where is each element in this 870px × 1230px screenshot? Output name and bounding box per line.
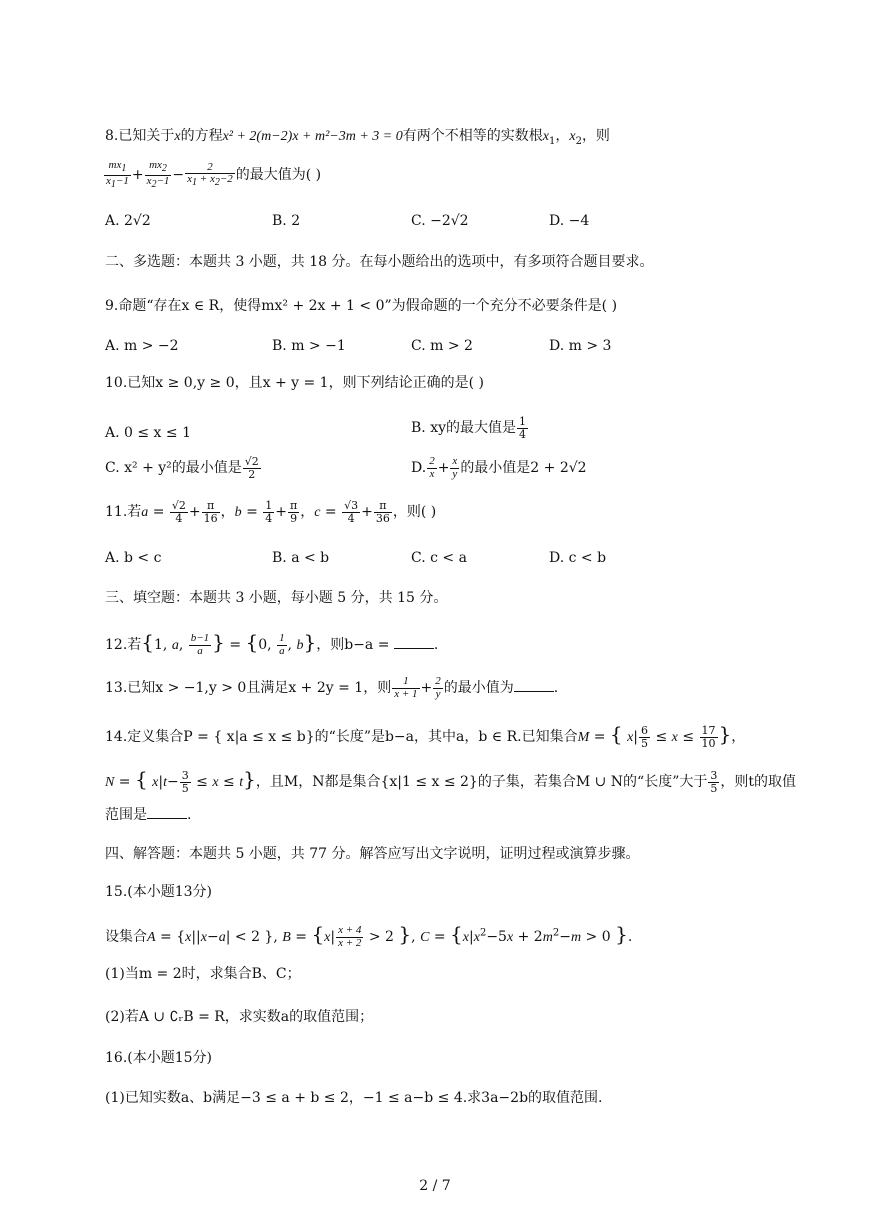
- q8-option-c: C. −2√2: [411, 213, 469, 229]
- q12-answer-blank[interactable]: [394, 636, 434, 649]
- q10-option-b: B. xy的最大值是 $\frac{1}{4}$: [411, 415, 526, 441]
- q15-header: 15.(本小题13分): [105, 884, 213, 900]
- q8-option-d: D. −4: [549, 213, 590, 229]
- q10-option-c: C. x² + y²的最小值是 $\frac{√2}{2}$: [105, 455, 259, 481]
- q13-stem: 13.已知x > −1,y > 0且满足x + 2y = 1，则 $\frac{1}{x + 1}$ + $\frac{2}{y}$ 的最小值为 .: [105, 675, 559, 700]
- q8-expression: $\frac{mx_1}{x_1-1}$ + $\frac{mx_2}{x_2-1}$ − $\frac{2}{x_1 + x_2-2}$ 的最大值为( ): [106, 159, 322, 190]
- q11-option-b: B. a < b: [272, 550, 330, 566]
- q12-stem: 12.若{1, a, $\frac{b-1}{a}$ } = {0, $\frac{1}{a}$ , b}，则b−a = .: [105, 630, 439, 657]
- section-3-heading: 三、填空题：本题共 3 小题，每小题 5 分，共 15 分。: [105, 590, 448, 606]
- q8-option-b: B. 2: [272, 213, 301, 229]
- q16-header: 16.(本小题15分): [105, 1050, 213, 1066]
- q9-stem: 9.命题“存在x ∈ R，使得mx² + 2x + 1 < 0”为假命题的一个充分不必要条件是( ): [105, 298, 618, 314]
- q14-line-3: 范围是 .: [105, 807, 192, 823]
- q11-option-c: C. c < a: [411, 550, 467, 566]
- page-number: 2 / 7: [419, 1178, 451, 1194]
- q9-option-b: B. m > −1: [272, 338, 346, 354]
- q14-line-1: 14.定义集合P = { x|a ≤ x ≤ b}的“长度”是b−a，其中a，b ∈ R.已知集合M = { x| $\frac{6}{5}$ ≤ x ≤ $\frac{17}{10}$ }，: [105, 722, 746, 750]
- q11-option-d: D. c < b: [549, 550, 607, 566]
- section-2-heading: 二、多选题：本题共 3 小题，共 18 分。在每小题给出的选项中，有多项符合题目要求。: [105, 254, 654, 270]
- q8-stem: 8.已知关于x的方程x² + 2(m−2)x + m²−3m + 3 = 0有两个不相等的实数根$x_1$，$x_2$，则: [105, 128, 610, 147]
- q10-option-a: A. 0 ≤ x ≤ 1: [105, 425, 191, 441]
- q8-option-a: A. 2√2: [105, 213, 151, 229]
- q9-option-d: D. m > 3: [549, 338, 612, 354]
- q10-option-d: D. $\frac{2}{x}$ + $\frac{x}{y}$ 的最小值是2 + 2√2: [411, 455, 587, 480]
- q14-answer-blank[interactable]: [147, 806, 187, 819]
- q15-part-1: (1)当m = 2时，求集合B、C；: [105, 966, 301, 982]
- q9-option-c: C. m > 2: [411, 338, 473, 354]
- q15-part-2: (2)若A ∪ ∁ᵣB = R，求实数a的取值范围；: [105, 1009, 374, 1025]
- q11-option-a: A. b < c: [105, 550, 162, 566]
- q13-answer-blank[interactable]: [514, 679, 554, 692]
- q16-part-1: (1)已知实数a、b满足−3 ≤ a + b ≤ 2，−1 ≤ a−b ≤ 4.求3a−2b的取值范围.: [105, 1090, 603, 1106]
- q9-option-a: A. m > −2: [105, 338, 179, 354]
- q14-line-2: N = { x|t− $\frac{3}{5}$ ≤ x ≤ t}，且M，N都是集合{x|1 ≤ x ≤ 2}的子集，若集合M ∪ N的“长度”大于 $\frac{3}{5}$ ，则t的取值: [105, 767, 797, 795]
- q10-stem: 10.已知x ≥ 0,y ≥ 0，且x + y = 1，则下列结论正确的是( ): [105, 375, 484, 391]
- q15-stem: 设集合A = {x||x−a| < 2 }, B = {x| $\frac{x + 4}{x + 2}$ > 2 }, $C = \{x|x^2-5x + 2m^2-m > 0$ }.: [105, 922, 633, 949]
- q11-stem: 11.若a = $\frac{√2}{4}$ + $\frac{\pi}{16}$ ，b = $\frac{1}{4}$ + $\frac{\pi}{9}$ ，c = $\frac{√3}{4}$ + $\frac{\pi}{36}$ ，则( ): [105, 499, 437, 525]
- section-4-heading: 四、解答题：本题共 5 小题，共 77 分。解答应写出文字说明，证明过程或演算步骤。: [105, 846, 640, 862]
